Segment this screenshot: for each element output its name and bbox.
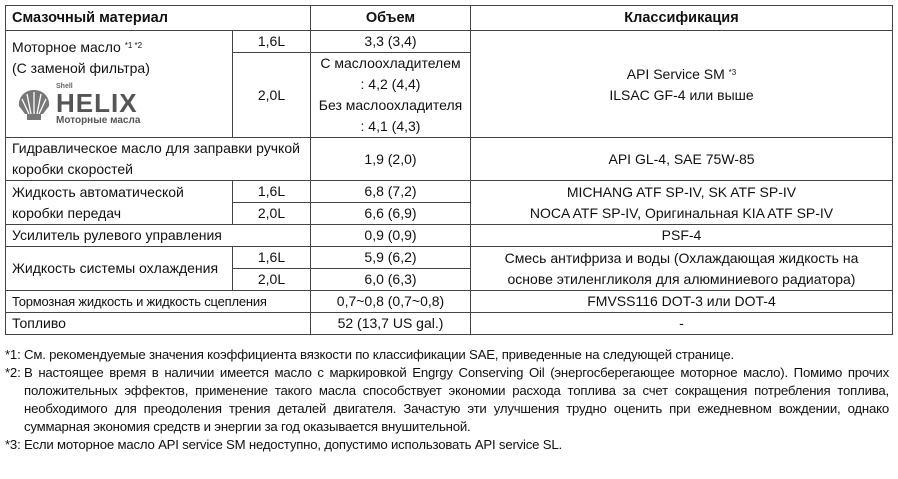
footnote-mark: *2:	[5, 365, 21, 380]
table-row	[6, 31, 893, 53]
engine-oil-sub: (С заменой фильтра)	[12, 60, 150, 76]
volume-line: С маслоохладителем	[320, 55, 461, 71]
table-row	[6, 313, 893, 335]
shell-helix-logo	[16, 83, 226, 126]
volume: 0,9 (0,9)	[311, 225, 471, 247]
engine-size: 2,0L	[233, 269, 311, 291]
footnote-text: Если моторное масло API service SM недоступно, допустимо использовать API service SL.	[24, 437, 562, 452]
class-line: основе этиленгликоля для алюминиевого радиатора)	[507, 270, 856, 287]
engine-size: 1,6L	[233, 31, 311, 53]
table-row	[6, 138, 893, 181]
classification	[471, 247, 893, 291]
volume-line: : 4,2 (4,4)	[360, 76, 421, 92]
class-line: NOCA ATF SP-IV, Оригинальная KIA ATF SP-IV	[529, 204, 834, 221]
engine-oil-name: Моторное масло	[12, 39, 121, 55]
volume-line: Без маслоохладителя	[318, 97, 463, 113]
footnote-mark: *3:	[5, 437, 21, 452]
classification: -	[471, 313, 893, 335]
footnote	[5, 346, 889, 364]
lubricants-table	[5, 5, 893, 335]
footnote	[5, 436, 889, 454]
logo-tagline: Моторные масла	[56, 115, 141, 126]
class-line: ILSAC GF-4 или выше	[609, 87, 754, 103]
footnote-mark: *1:	[5, 347, 21, 362]
footnote-mark: *3	[728, 68, 737, 77]
volume: 3,3 (3,4)	[311, 31, 471, 53]
header-classification: Классификация	[471, 6, 893, 31]
engine-oil-label	[6, 31, 233, 138]
header-material: Смазочный материал	[6, 6, 311, 31]
volume: 5,9 (6,2)	[311, 247, 471, 269]
table-row	[6, 291, 893, 313]
volume	[311, 53, 471, 138]
table-row	[6, 247, 893, 269]
table-header-row	[6, 6, 893, 31]
table-row	[6, 181, 893, 203]
footnote	[5, 364, 889, 436]
classification: PSF-4	[471, 225, 893, 247]
volume-line: : 4,1 (4,3)	[360, 118, 421, 134]
volume: 6,8 (7,2)	[311, 181, 471, 203]
logo-shell: Shell	[56, 83, 73, 90]
class-line: Смесь антифриза и воды (Охлаждающая жидкость на	[504, 249, 859, 266]
volume: 0,7~0,8 (0,7~0,8)	[311, 291, 471, 313]
footnote-text: В настоящее время в наличии имеется масло с маркировкой Engrgy Conserving Oil (энергосберегающее моторное масло). Помимо прочих положительных эффектов, применение такого масла способствует экономии расхода топлива за счет сокращения потребления топлива, необходимого для преодоления трения деталей двигателя. Зачастую эти улучшения трудно оценить при ежедневном вождении, однако суммарная экономия средств и энергии за год оказывается внушительной.	[24, 365, 889, 434]
volume: 1,9 (2,0)	[311, 138, 471, 181]
classification	[471, 181, 893, 225]
engine-size: 1,6L	[233, 247, 311, 269]
material-label: Гидравлическое масло для заправки ручкой коробки скоростей	[6, 138, 311, 181]
classification: FMVSS116 DOT-3 или DOT-4	[471, 291, 893, 313]
engine-size: 2,0L	[233, 53, 311, 138]
logo-helix: HELIX	[56, 88, 138, 118]
material-label: Усилитель рулевого управления	[6, 225, 311, 247]
shell-icon	[16, 88, 52, 122]
header-volume: Объем	[311, 6, 471, 31]
engine-size: 1,6L	[233, 181, 311, 203]
footnote-text: См. рекомендуемые значения коэффициента вязкости по классификации SAE, приведенные на следующей странице.	[24, 347, 734, 362]
engine-size: 2,0L	[233, 203, 311, 225]
volume: 6,6 (6,9)	[311, 203, 471, 225]
material-label: Топливо	[6, 313, 311, 335]
footnote-marks: *1 *2	[124, 41, 143, 50]
material-label: Жидкость автоматической коробки передач	[6, 181, 233, 225]
table-row	[6, 225, 893, 247]
class-line: API Service SM	[626, 66, 725, 82]
volume: 6,0 (6,3)	[311, 269, 471, 291]
material-label: Жидкость системы охлаждения	[6, 247, 233, 291]
class-line: MICHANG ATF SP-IV, SK ATF SP-IV	[566, 183, 797, 200]
footnotes	[5, 346, 889, 454]
material-label: Тормозная жидкость и жидкость сцепления	[6, 291, 311, 313]
classification	[471, 31, 893, 138]
classification: API GL-4, SAE 75W-85	[471, 138, 893, 181]
volume: 52 (13,7 US gal.)	[311, 313, 471, 335]
